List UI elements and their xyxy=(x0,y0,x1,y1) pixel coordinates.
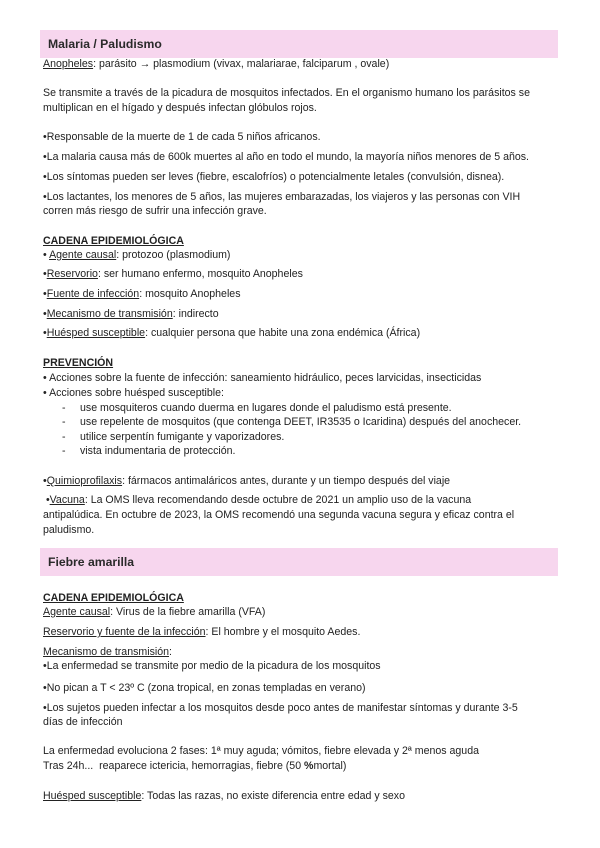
anopheles-text: : parásito → plasmodium (vivax, malariarae, falciparum , ovale) xyxy=(93,58,390,70)
fiebre-title: Fiebre amarilla xyxy=(48,555,135,569)
evolucion-text: Tras 24h... reaparece ictericia, hemorragias, fiebre (50 xyxy=(43,760,305,772)
malaria-section-header xyxy=(40,30,558,58)
evolucion-text-end: mortal) xyxy=(313,760,347,772)
cadena-text: : indirecto xyxy=(172,308,219,320)
quimioprofilaxis-text: : fármacos antimaláricos antes, durante y un tiempo después del viaje xyxy=(122,475,451,487)
cadena-label: Fuente de infección xyxy=(46,288,140,300)
dash: - xyxy=(62,445,66,457)
reservorio-label: Reservorio y fuente de la infección xyxy=(43,626,206,638)
mecanismo-item: •Los sujetos pueden infectar a los mosquitos desde poco antes de manifestar síntomas y durante 3-5 xyxy=(43,702,518,714)
fiebre-huesped-line xyxy=(43,789,405,803)
prevencion-subitem xyxy=(62,430,284,444)
cadena-text: : cualquier persona que habite una zona endémica (África) xyxy=(145,327,421,339)
vacuna-line xyxy=(43,493,471,507)
cadena-label: Reservorio xyxy=(46,268,98,280)
anopheles-label: Anopheles xyxy=(43,58,94,70)
evolucion-line-1: La enfermedad evoluciona 2 fases: 1ª muy aguda; vómitos, fiebre elevada y 2ª menos aguda xyxy=(43,745,479,757)
bullet: • xyxy=(43,308,47,320)
cadena-item-huesped xyxy=(43,326,420,340)
agente-label: Agente causal xyxy=(43,606,111,618)
vacuna-text: : La OMS lleva recomendando desde octubre de 2021 un amplio uso de la vacuna xyxy=(84,494,472,506)
dash: - xyxy=(62,416,66,428)
cadena-item-fuente xyxy=(43,287,241,301)
prevencion-item: • Acciones sobre huésped susceptible: xyxy=(43,387,224,399)
prevencion-heading: PREVENCIÓN xyxy=(43,357,114,369)
mecanismo-item: •No pican a T < 23º C (zona tropical, en zonas templadas en verano) xyxy=(43,682,366,694)
fact-item: •Los lactantes, los menores de 5 años, las mujeres embarazadas, los viajeros y las personas con VIH xyxy=(43,191,521,203)
bullet: • xyxy=(43,288,47,300)
cadena-label: Agente causal xyxy=(49,249,117,261)
subitem-text: vista indumentaria de protección. xyxy=(80,445,236,457)
mecanismo-item: •La enfermedad se transmite por medio de la picadura de los mosquitos xyxy=(43,660,381,672)
huesped-label: Huésped susceptible xyxy=(43,790,142,802)
fiebre-cadena-heading: CADENA EPIDEMIOLÓGICA xyxy=(43,592,184,604)
vacuna-label: Vacuna xyxy=(49,494,85,506)
fiebre-reservorio-line xyxy=(43,625,360,639)
quimioprofilaxis-line xyxy=(43,474,450,488)
bullet: • xyxy=(43,494,50,506)
cadena-text: : protozoo (plasmodium) xyxy=(116,249,231,261)
prevencion-subitem xyxy=(62,401,452,415)
prevencion-item: • Acciones sobre la fuente de infección: saneamiento hidráulico, peces larvicidas, insecticidas xyxy=(43,372,482,384)
cadena-text: : mosquito Anopheles xyxy=(139,288,241,300)
dash: - xyxy=(62,402,66,414)
mecanismo-text: : xyxy=(169,646,172,658)
evolucion-line-2 xyxy=(43,759,346,773)
subitem-text: utilice serpentín fumigante y vaporizadores. xyxy=(80,431,285,443)
fact-item: •La malaria causa más de 600k muertes al año en todo el mundo, la mayoría niños menores de 5 años. xyxy=(43,151,530,163)
intro-line-2: multiplican en el hígado y después infectan glóbulos rojos. xyxy=(43,102,317,114)
fiebre-mecanismo-line xyxy=(43,645,172,659)
prevencion-subitem xyxy=(62,444,235,458)
cadena-label: Mecanismo de transmisión xyxy=(46,308,173,320)
reservorio-text: : El hombre y el mosquito Aedes. xyxy=(205,626,361,638)
vacuna-line-2: antipalúdica. En octubre de 2023, la OMS recomendó una segunda vacuna segura y eficaz contra el xyxy=(43,509,515,521)
fiebre-section-header xyxy=(40,548,558,576)
cadena-item-mecanismo xyxy=(43,307,219,321)
bullet: • xyxy=(43,268,47,280)
quimioprofilaxis-label: Quimioprofilaxis xyxy=(46,475,123,487)
malaria-title: Malaria / Paludismo xyxy=(48,37,162,51)
cadena-text: : ser humano enfermo, mosquito Anopheles xyxy=(97,268,303,280)
bullet: • xyxy=(43,327,47,339)
bullet: • xyxy=(43,475,47,487)
bullet: • xyxy=(43,249,50,261)
mecanismo-item-continued: días de infección xyxy=(43,716,123,728)
huesped-text: : Todas las razas, no existe diferencia entre edad y sexo xyxy=(141,790,405,802)
cadena-heading: CADENA EPIDEMIOLÓGICA xyxy=(43,235,184,247)
vacuna-line-3: paludismo. xyxy=(43,524,95,536)
fiebre-agente-line xyxy=(43,605,265,619)
intro-line-1: Se transmite a través de la picadura de mosquitos infectados. En el organismo humano los parásitos se xyxy=(43,87,530,99)
fact-item: •Responsable de la muerte de 1 de cada 5 niños africanos. xyxy=(43,131,321,143)
percent-sign: % xyxy=(304,760,314,772)
fact-item-continued: corren más riesgo de sufrir una infección grave. xyxy=(43,205,267,217)
cadena-item-agente xyxy=(43,248,230,262)
subitem-text: use mosquiteros cuando duerma en lugares donde el paludismo está presente. xyxy=(80,402,452,414)
dash: - xyxy=(62,431,66,443)
anopheles-line xyxy=(43,57,389,71)
prevencion-subitem xyxy=(62,415,521,429)
subitem-text: use repelente de mosquitos (que contenga DEET, IR3535 o Icaridina) después del anochecer. xyxy=(80,416,522,428)
cadena-item-reservorio xyxy=(43,267,303,281)
cadena-label: Huésped susceptible xyxy=(46,327,146,339)
agente-text: : Virus de la fiebre amarilla (VFA) xyxy=(110,606,266,618)
mecanismo-label: Mecanismo de transmisión xyxy=(43,646,169,658)
fact-item: •Los síntomas pueden ser leves (fiebre, escalofríos) o potencialmente letales (convulsión, disnea). xyxy=(43,171,505,183)
